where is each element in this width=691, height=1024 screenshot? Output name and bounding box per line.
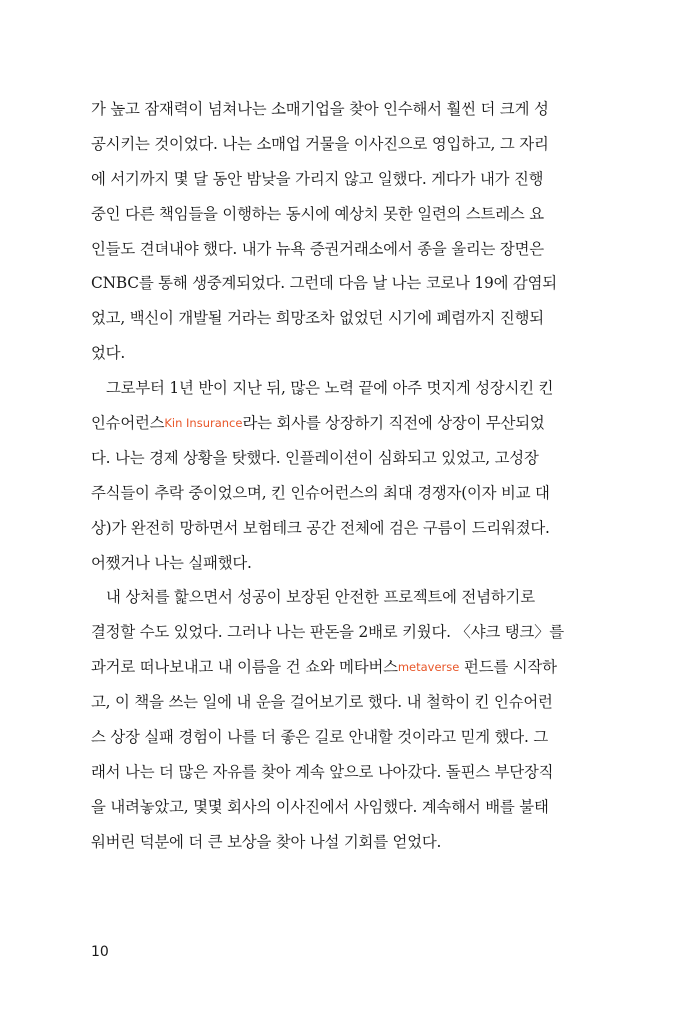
text-line: 고, 이 책을 쓰는 일에 내 운을 걸어보기로 했다. 내 철학이 킨 인슈어런	[91, 693, 553, 712]
text-line	[91, 406, 555, 441]
text-line: 워버린 덕분에 더 큰 보상을 찾아 나설 기회를 얻었다.	[91, 832, 442, 851]
text-line: 인들도 견뎌내야 했다. 내가 뉴욕 증권거래소에서 종을 울리는 장면은	[91, 239, 544, 258]
text-line: 중인 다른 책임들을 이행하는 동시에 예상치 못한 일련의 스트레스 요	[91, 204, 544, 223]
text-line: 어쨌거나 나는 실패했다.	[91, 553, 252, 572]
text-line: 을 내려놓았고, 몇몇 회사의 이사진에서 사임했다. 계속해서 배를 불태	[91, 797, 549, 816]
text-line: 공시키는 것이었다. 나는 소매업 거물을 이사진으로 영입하고, 그 자리	[91, 134, 549, 153]
text-line: 가 높고 잠재력이 넘쳐나는 소매기업을 찾아 인수해서 훨씬 더 크게 성	[91, 100, 549, 118]
text-line: 스 상장 실패 경험이 나를 더 좋은 길로 안내할 것이라고 믿게 했다. 그	[91, 728, 549, 747]
text-line: 결정할 수도 있었다. 그러나 나는 판돈을 2배로 키웠다. 〈샤크 탱크〉를	[91, 623, 564, 642]
text-run: 펀드를 시작하	[459, 658, 557, 677]
gloss-annotation: Kin Insurance	[164, 416, 243, 431]
text-line	[91, 650, 555, 685]
text-line: 었고, 백신이 개발될 거라는 희망조차 없었던 시기에 폐렴까지 진행되	[91, 309, 544, 328]
text-line: 내 상처를 핥으면서 성공이 보장된 안전한 프로젝트에 전념하기로	[106, 588, 535, 607]
page-number: 10	[91, 944, 109, 960]
text-line: 었다.	[91, 344, 126, 363]
text-line: 상)가 완전히 망하면서 보험테크 공간 전체에 검은 구름이 드리워졌다.	[91, 518, 550, 537]
text-line: 다. 나는 경제 상황을 탓했다. 인플레이션이 심화되고 있었고, 고성장	[91, 448, 539, 467]
text-run: 과거로 떠나보내고 내 이름을 건 쇼와 메타버스	[91, 658, 398, 677]
text-run: 인슈어런스	[91, 414, 165, 433]
text-line: 주식들이 추락 중이었으며, 킨 인슈어런스의 최대 경쟁자(이자 비교 대	[91, 483, 550, 502]
text-line: CNBC를 통해 생중계되었다. 그런데 다음 날 나는 코로나 19에 감염되	[91, 274, 557, 293]
body-text	[91, 92, 564, 860]
text-line: 래서 나는 더 많은 자유를 찾아 계속 앞으로 나아갔다. 돌핀스 부단장직	[91, 762, 554, 781]
text-line: 에 서기까지 몇 달 동안 밤낮을 가리지 않고 일했다. 게다가 내가 진행	[91, 169, 544, 188]
gloss-annotation: metaverse	[397, 660, 460, 675]
text-line: 그로부터 1년 반이 지난 뒤, 많은 노력 끝에 아주 멋지게 성장시킨 킨	[106, 379, 554, 398]
text-run: 라는 회사를 상장하기 직전에 상장이 무산되었	[242, 414, 545, 433]
